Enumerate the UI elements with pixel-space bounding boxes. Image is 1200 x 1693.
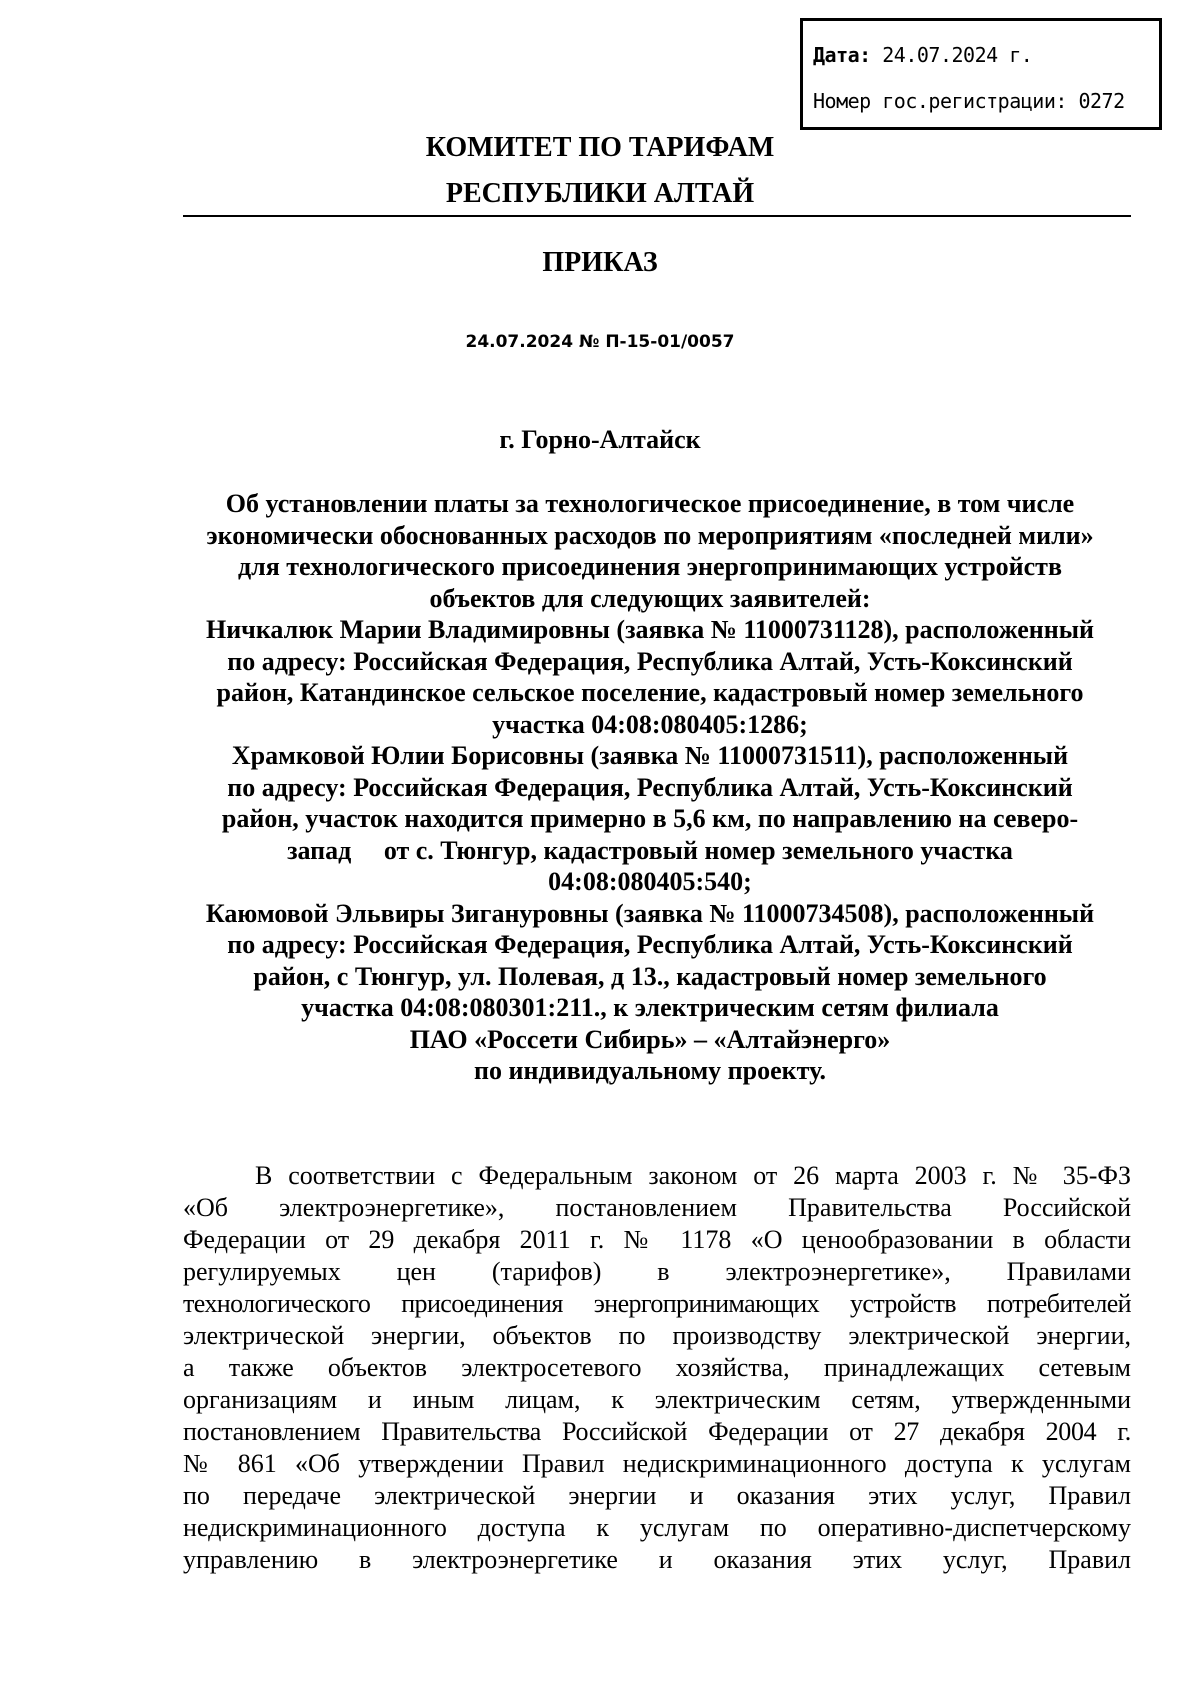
- title-line: объектов для следующих заявителей:: [429, 583, 871, 613]
- registration-number: Номер гос.регистрации: 0272: [813, 89, 1125, 113]
- body-line: а также объектов электросетевого хозяйства, принадлежащих сетевым: [183, 1353, 1131, 1382]
- header-divider: [183, 215, 1131, 217]
- body-line: недискриминационного доступа к услугам по оперативно-диспетчерскому: [183, 1513, 1131, 1542]
- body-line: Федерации от 29 декабря 2011 г. № 1178 «О ценообразовании в области: [183, 1225, 1131, 1254]
- body-line: технологического присоединения энергопринимающих устройств потребителей: [183, 1289, 1131, 1318]
- title-line: ПАО «Россети Сибирь» – «Алтайэнерго»: [409, 1024, 891, 1054]
- body-line: В соответствии с Федеральным законом от 26 марта 2003 г. № 35-ФЗ: [255, 1161, 1131, 1190]
- title-line: Об установлении платы за технологическое присоединение, в том числе: [225, 489, 1075, 518]
- document-city: г. Горно-Алтайск: [499, 425, 701, 454]
- body-line: регулируемых цен (тарифов) в электроэнергетике», Правилами: [183, 1257, 1131, 1286]
- body-line: по передаче электрической энергии и оказания этих услуг, Правил: [183, 1481, 1131, 1510]
- order-body: [183, 1160, 1131, 1576]
- title-line: запад от с. Тюнгур, кадастровый номер земельного участка: [287, 835, 1013, 865]
- body-line: № 861 «Об утверждении Правил недискриминационного доступа к услугам: [183, 1449, 1131, 1478]
- title-line: Каюмовой Эльвиры Зигануровны (заявка № 11000734508), расположенный: [205, 898, 1095, 928]
- body-line: постановлением Правительства Российской Федерации от 27 декабря 2004 г.: [183, 1417, 1131, 1446]
- org-name-line2: РЕСПУБЛИКИ АЛТАЙ: [445, 178, 755, 209]
- body-line: организациям и иным лицам, к электрическим сетям, утвержденными: [183, 1385, 1131, 1414]
- body-line: электрической энергии, объектов по производству электрической энергии,: [183, 1321, 1131, 1350]
- title-line: по адресу: Российская Федерация, Республика Алтай, Усть-Коксинский: [227, 772, 1073, 802]
- title-line: по адресу: Российская Федерация, Республика Алтай, Усть-Коксинский: [227, 930, 1073, 959]
- body-line: управлению в электроэнергетике и оказания этих услуг, Правил: [183, 1545, 1131, 1574]
- title-line: по адресу: Российская Федерация, Республика Алтай, Усть-Коксинский: [227, 646, 1073, 676]
- title-line: 04:08:080405:540;: [548, 867, 752, 896]
- title-line: Храмковой Юлии Борисовны (заявка № 11000731511), расположенный: [231, 741, 1069, 770]
- title-line: по индивидуальному проекту.: [474, 1056, 826, 1085]
- document-type: ПРИКАЗ: [542, 247, 658, 278]
- title-line: для технологического присоединения энергопринимающих устройств: [237, 552, 1062, 581]
- registration-date: Дата: 24.07.2024 г.: [813, 43, 1033, 67]
- title-line: район, участок находится примерно в 5,6 км, по направлению на северо-: [221, 804, 1079, 833]
- document-number: 24.07.2024 № П-15-01/0057: [465, 332, 735, 352]
- registration-stamp: [800, 18, 1162, 130]
- title-line: Ничкалюк Марии Владимировны (заявка № 11000731128), расположенный: [205, 615, 1095, 644]
- title-line: район, Катандинское сельское поселение, кадастровый номер земельного: [216, 678, 1084, 707]
- title-line: участка 04:08:080301:211., к электрическим сетям филиала: [301, 993, 999, 1022]
- title-line: участка 04:08:080405:1286;: [492, 709, 808, 739]
- order-title: [170, 488, 1130, 1087]
- title-line: район, с Тюнгур, ул. Полевая, д 13., кадастровый номер земельного: [253, 961, 1047, 991]
- org-name-line1: КОМИТЕТ ПО ТАРИФАМ: [425, 132, 775, 163]
- body-line: «Об электроэнергетике», постановлением Правительства Российской: [183, 1193, 1131, 1222]
- title-line: экономически обоснованных расходов по мероприятиям «последней мили»: [206, 520, 1094, 550]
